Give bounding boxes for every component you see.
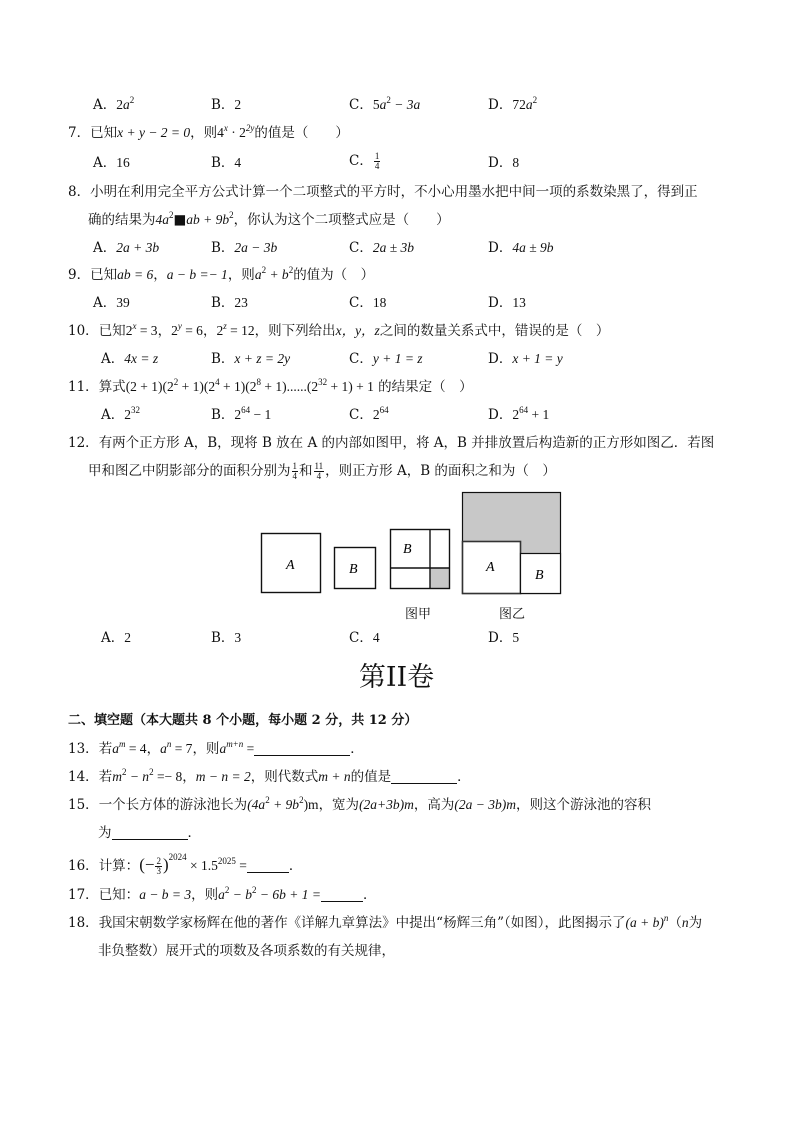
option-label: A．: [93, 97, 117, 113]
separator: ，: [146, 741, 161, 757]
separator: ，: [202, 323, 217, 339]
punctuation: ．: [187, 825, 201, 841]
punctuation: ．: [457, 769, 471, 785]
q7-option-c: [349, 152, 381, 171]
math-expr: − 6b + 1 =: [256, 887, 322, 902]
question-12: [68, 434, 714, 452]
option-label: D．: [488, 407, 513, 423]
question-text: ，则这个游泳池的容积: [516, 797, 652, 813]
math-exp: m: [118, 739, 126, 749]
option-value: y + 1 = z: [372, 351, 423, 366]
question-text: 小明在利用完全平方公式计算一个二项整式的平方时，不小心用墨水把中间一项的系数染黑了，得到正: [90, 184, 698, 200]
math-exp: 2: [121, 767, 127, 777]
option-value: 4: [372, 630, 380, 645]
fraction: [155, 857, 162, 876]
option-value: 2: [116, 97, 123, 112]
question-9: [68, 266, 374, 284]
math-expr: a: [254, 267, 262, 282]
question-text: 已知: [90, 125, 118, 141]
math-expr: = 12: [226, 323, 255, 338]
math-exp: y: [177, 321, 182, 331]
ink-blot: ■: [173, 212, 187, 228]
option-exp: 2: [129, 95, 135, 105]
option-label: C．: [349, 295, 373, 311]
math-vars: x，y，z: [335, 323, 380, 338]
fraction-denominator: 4: [292, 471, 297, 481]
q11-option-a: [101, 406, 140, 424]
section-heading: 二、填空题（本大题共 8 个小题，每小题 2 分，共 12 分）: [68, 713, 418, 728]
math-expr: (2a+3b)m: [359, 797, 414, 812]
question-number: 13．: [68, 741, 99, 757]
math-base: 4: [217, 125, 224, 140]
question-number: 14．: [68, 769, 99, 785]
fraction: [314, 462, 325, 481]
option-value: 4: [234, 155, 242, 170]
answer-blank[interactable]: [254, 741, 350, 756]
q11-option-d: [488, 406, 549, 424]
question-number: 12．: [68, 435, 99, 451]
question-number: 15．: [68, 797, 99, 813]
option-exp: 64: [241, 405, 251, 415]
question-text: 已知：: [98, 887, 140, 903]
math-expr: + b: [266, 267, 289, 282]
math-expr: × 1.5: [186, 858, 218, 873]
math-expr: m + n: [318, 769, 351, 784]
option-label: A．: [93, 155, 117, 171]
q6-option-a: [93, 96, 134, 114]
question-text: 的值为（ ）: [293, 267, 375, 283]
option-rest: + 1: [528, 407, 550, 422]
question-text: （: [668, 915, 682, 931]
question-15: [68, 796, 651, 814]
math-expr: m: [112, 769, 122, 784]
square-a-label: A: [486, 560, 495, 575]
question-7: [68, 124, 349, 142]
question-14: [68, 768, 471, 786]
question-text: ，则正方形 A，B 的面积之和为（ ）: [325, 463, 556, 479]
question-text: 计算：: [98, 858, 140, 874]
math-exp: z: [223, 321, 227, 331]
math-paren: ): [162, 855, 169, 874]
q6-option-d: [488, 96, 537, 114]
math-base: a: [160, 741, 167, 756]
math-base: 2: [216, 323, 224, 338]
question-text: 算式: [98, 379, 126, 395]
math-expr: = 7: [171, 741, 193, 756]
option-label: C．: [349, 240, 373, 256]
q7-option-a: [93, 154, 130, 172]
q12-option-a: [101, 629, 131, 647]
option-var: a: [123, 97, 130, 112]
math-expr: + 1)(2: [178, 379, 216, 394]
question-number: 10．: [68, 323, 99, 339]
question-text: 已知: [90, 267, 118, 283]
option-label: C．: [349, 630, 373, 646]
option-value: 5: [512, 630, 520, 645]
question-number: 8．: [68, 184, 91, 200]
math-paren: (−: [139, 855, 155, 874]
option-label: C．: [349, 97, 373, 113]
option-value: 2a + 3b: [116, 240, 160, 255]
question-text: ，则: [227, 267, 255, 283]
fraction-numerator: 1: [374, 151, 380, 161]
square-b-label: B: [349, 562, 358, 577]
option-label: B．: [211, 97, 235, 113]
option-value: 13: [512, 295, 526, 310]
option-exp: 32: [131, 405, 140, 415]
q9-option-b: [211, 294, 248, 312]
question-text: 一个长方体的游泳池长为: [98, 797, 248, 813]
option-label: D．: [488, 155, 513, 171]
question-number: 11．: [68, 379, 99, 395]
option-value: 72: [512, 97, 526, 112]
question-number: 7．: [68, 125, 91, 141]
option-label: A．: [93, 295, 117, 311]
q11-option-b: [211, 406, 271, 424]
figure-jia: [391, 530, 450, 589]
question-10: [68, 322, 609, 340]
q12-option-c: [349, 629, 380, 647]
question-text: 为: [98, 825, 112, 841]
math-expr: )m: [303, 797, 319, 812]
math-exp: m+n: [226, 739, 244, 749]
question-text: ，则下列给出: [254, 323, 336, 339]
math-exp: 4: [215, 377, 220, 387]
math-expr: + 9b: [269, 797, 300, 812]
fraction: [292, 462, 299, 481]
option-base: 2: [512, 407, 520, 422]
option-base: 2: [372, 407, 380, 422]
option-value: 8: [512, 155, 520, 170]
question-11: [68, 378, 473, 396]
q9-option-d: [488, 294, 526, 312]
math-expr: = 4: [125, 741, 147, 756]
q10-option-c: [349, 350, 423, 368]
question-15-line2: [98, 824, 201, 842]
option-value: 2: [234, 97, 242, 112]
math-exp: 2y: [245, 123, 255, 133]
answer-blank[interactable]: [112, 825, 188, 840]
math-exp: 2025: [217, 856, 236, 866]
q10-option-a: [101, 350, 158, 368]
shaded-region: [430, 568, 449, 588]
q6-option-c: [349, 96, 420, 114]
math-exp: 2: [288, 265, 294, 275]
q8-option-c: [349, 239, 414, 257]
q8-option-b: [211, 239, 277, 257]
question-text: 若: [98, 741, 113, 757]
math-exp: 2: [299, 795, 304, 805]
option-label: D．: [488, 295, 513, 311]
question-text: 已知: [98, 323, 126, 339]
math-expr: =: [243, 741, 255, 756]
q6-option-b: [211, 96, 241, 114]
separator: ，: [182, 769, 196, 785]
math-expr: 4a: [155, 212, 169, 227]
question-12-line2: [88, 462, 556, 481]
math-expr: + 1)......(2: [261, 379, 319, 394]
option-value: 4x = z: [124, 351, 159, 366]
math-exp: 2: [173, 377, 179, 387]
math-exp: 2: [261, 265, 267, 275]
option-label: B．: [211, 155, 235, 171]
option-label: A．: [93, 240, 117, 256]
question-16: [68, 852, 303, 876]
math-exp: x: [132, 321, 137, 331]
question-number: 17．: [68, 887, 99, 903]
option-exp: 64: [519, 405, 529, 415]
math-expr: (2a − 3b)m: [454, 797, 517, 812]
math-exp: 2: [265, 795, 270, 805]
question-number: 18．: [68, 915, 99, 931]
option-label: C．: [349, 407, 373, 423]
math-expr: a: [218, 887, 225, 902]
square-a-label: A: [286, 558, 295, 573]
question-text: ，则代数式: [250, 769, 319, 785]
option-value: 2: [124, 630, 131, 645]
question-text: ，则: [192, 741, 220, 757]
math-exp: 2024: [168, 852, 187, 862]
figure-yi: [463, 493, 561, 594]
math-expr: x + y − 2 = 0: [117, 125, 191, 140]
squares-figure: [250, 485, 570, 600]
separator: ，: [157, 323, 172, 339]
square-b-label: B: [535, 568, 544, 583]
question-text: 甲和图乙中阴影部分的面积分别为: [88, 463, 291, 479]
math-exp: 2: [169, 210, 174, 220]
q7-option-b: [211, 154, 241, 172]
caption-yi: 图乙: [499, 607, 526, 622]
math-expr: =: [235, 858, 247, 873]
question-17: [68, 886, 377, 904]
option-label: B．: [211, 240, 235, 256]
math-expr: ab + 9b: [186, 212, 230, 227]
option-base: 2: [124, 407, 131, 422]
math-exp: 8: [256, 377, 262, 387]
option-value: 3: [234, 630, 242, 645]
separator: ，: [153, 267, 167, 283]
math-exp: 2: [149, 767, 154, 777]
option-label: D．: [488, 630, 513, 646]
question-text: ，则: [191, 887, 219, 903]
square-b-label: B: [403, 542, 412, 557]
question-text: 确的结果为: [88, 212, 156, 228]
option-rest: − 1: [250, 407, 272, 422]
option-label: C．: [349, 153, 373, 169]
math-exp: 2: [252, 885, 257, 895]
question-text: 的结果定（ ）: [373, 379, 473, 395]
caption-jia: 图甲: [405, 607, 432, 622]
fraction-denominator: 3: [156, 866, 161, 876]
q12-option-b: [211, 629, 241, 647]
option-value: 5: [372, 97, 380, 112]
question-text: ，则: [190, 125, 218, 141]
fraction-numerator: 2: [156, 856, 161, 866]
q9-option-c: [349, 294, 386, 312]
math-expr: (4a: [247, 797, 266, 812]
option-label: D．: [488, 97, 513, 113]
fraction-numerator: 11: [314, 461, 324, 471]
math-expr: + 1) + 1: [327, 379, 374, 394]
part-title: 第II卷: [358, 662, 435, 693]
option-exp: 2: [386, 95, 391, 105]
question-number: 16．: [68, 858, 99, 874]
option-base: 2: [234, 407, 242, 422]
math-expr: − n: [126, 769, 150, 784]
answer-blank[interactable]: [391, 769, 457, 784]
option-value: x + z = 2y: [234, 351, 291, 366]
math-expr: m − n = 2: [195, 769, 251, 784]
math-expr: a − b = 3: [139, 887, 192, 902]
option-exp: 2: [532, 95, 538, 105]
punctuation: ．: [288, 858, 303, 874]
math-base: 2: [239, 125, 246, 140]
option-value: 18: [372, 295, 387, 310]
option-label: B．: [211, 351, 235, 367]
q8-option-a: [93, 239, 159, 257]
math-expr: (a + b): [625, 915, 664, 930]
question-text: 之间的数量关系式中，错误的是（ ）: [379, 323, 610, 339]
option-value: 39: [116, 295, 130, 310]
math-base: 2: [125, 323, 133, 338]
question-number: 9．: [68, 267, 91, 283]
q10-option-d: [488, 350, 563, 368]
option-value: 4a ± 9b: [512, 240, 554, 255]
q7-option-d: [488, 154, 519, 172]
question-8-line2: [88, 211, 450, 229]
question-text: 若: [98, 769, 113, 785]
math-expr: + 1)(2: [219, 379, 257, 394]
option-value: x + 1 = y: [512, 351, 563, 366]
option-label: A．: [101, 407, 125, 423]
option-value: 2a ± 3b: [372, 240, 415, 255]
option-label: B．: [211, 407, 235, 423]
math-expr: = 3: [136, 323, 158, 338]
option-exp: 64: [379, 405, 389, 415]
option-value: 2a − 3b: [234, 240, 278, 255]
math-exp: n: [663, 913, 669, 923]
math-expr: = 6: [181, 323, 203, 338]
option-label: D．: [488, 240, 513, 256]
question-text: 的值是（ ）: [254, 125, 349, 141]
option-var: a: [525, 97, 533, 112]
math-base: 2: [171, 323, 178, 338]
math-expr: − b: [229, 887, 253, 902]
fraction-numerator: 1: [292, 461, 297, 471]
math-exp: 2: [229, 210, 234, 220]
q8-option-d: [488, 239, 554, 257]
math-base: a: [219, 741, 227, 756]
option-value: 16: [116, 155, 130, 170]
answer-blank[interactable]: [247, 858, 289, 873]
fraction: [374, 152, 381, 171]
q10-option-b: [211, 350, 290, 368]
q9-option-a: [93, 294, 130, 312]
question-13: [68, 740, 364, 758]
math-exp: x: [223, 123, 228, 133]
q12-option-d: [488, 629, 519, 647]
question-text: ，你认为这个二项整式应是（ ）: [233, 212, 450, 228]
punctuation: ．: [363, 887, 377, 903]
math-var: n: [681, 915, 689, 930]
punctuation: ．: [350, 741, 364, 757]
math-exp: 2: [224, 885, 230, 895]
question-8: [68, 183, 698, 201]
option-label: B．: [211, 630, 235, 646]
math-expr: =− 8: [153, 769, 183, 784]
option-label: A．: [101, 351, 125, 367]
question-text: 我国宋朝数学家杨辉在他的著作《详解九章算法》中提出“杨辉三角”（如图），此图揭示了: [98, 915, 626, 931]
q11-option-c: [349, 406, 389, 424]
math-op: ·: [227, 125, 240, 140]
math-expr: (2 + 1)(2: [125, 379, 174, 394]
math-expr: a − b =− 1: [166, 267, 228, 282]
option-var: a: [379, 97, 387, 112]
question-text: 和: [299, 463, 313, 479]
question-text: 的值是: [350, 769, 392, 785]
question-text: 为: [688, 915, 703, 931]
option-label: D．: [488, 351, 513, 367]
math-base: a: [112, 741, 119, 756]
option-rest: − 3a: [390, 97, 421, 112]
answer-blank[interactable]: [321, 887, 363, 902]
option-label: B．: [211, 295, 235, 311]
question-text: 有两个正方形 A，B，现将 B 放在 A 的内部如图甲，将 A，B 并排放置后构造新的正方形如图乙．若图: [98, 435, 715, 451]
math-exp: 32: [318, 377, 328, 387]
math-expr: ab = 6: [117, 267, 154, 282]
option-label: C．: [349, 351, 373, 367]
question-18: [68, 914, 702, 932]
option-label: A．: [101, 630, 125, 646]
math-exp: n: [166, 739, 172, 749]
fraction-denominator: 4: [316, 471, 322, 481]
fraction-denominator: 4: [374, 161, 380, 171]
question-text: ，高为: [413, 797, 455, 813]
option-value: 23: [234, 295, 248, 310]
question-18-line2: 非负整数）展开式的项数及各项系数的有关规律，: [98, 943, 395, 959]
question-text: ，宽为: [318, 797, 360, 813]
